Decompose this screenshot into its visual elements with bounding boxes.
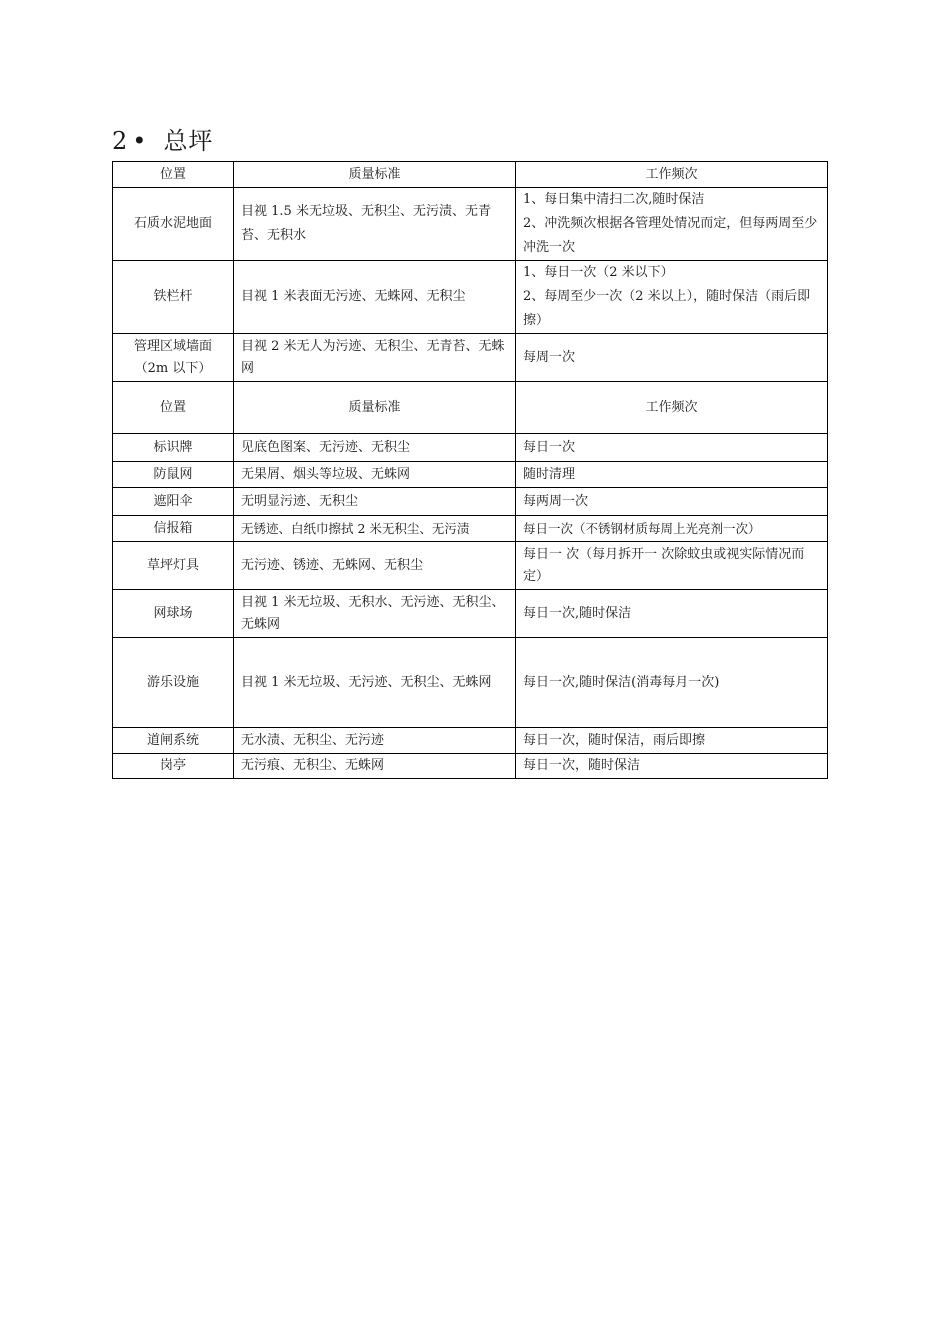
header-standard: 质量标准: [234, 382, 516, 434]
row-standard: 目视 1.5 米无垃圾、无积尘、无污渍、无青苔、无积水: [234, 188, 516, 261]
row-location: 岗亭: [113, 754, 234, 779]
table-row: [113, 434, 828, 462]
header-frequency: 工作频次: [516, 382, 828, 434]
row-frequency: 每日一次,随时保洁(消毒每月一次): [516, 638, 828, 728]
row-frequency: 每日一次,随时保洁: [516, 590, 828, 638]
row-standard: 无果屑、烟头等垃圾、无蛛网: [234, 462, 516, 488]
table-row: [113, 516, 828, 542]
table-row: [113, 334, 828, 382]
row-location: 管理区域墙面（2m 以下）: [113, 334, 234, 382]
row-location: 网球场: [113, 590, 234, 638]
table-row: [113, 542, 828, 590]
row-location: 防鼠网: [113, 462, 234, 488]
row-standard: 目视 1 米无垃圾、无积水、无污迹、无积尘、无蛛网: [234, 590, 516, 638]
row-standard: 无锈迹、白纸巾擦拭 2 米无积尘、无污渍: [234, 516, 516, 542]
table-row: [113, 754, 828, 779]
row-standard: 无污痕、无积尘、无蛛网: [234, 754, 516, 779]
row-frequency: 每日一 次（每月拆开一 次除蚊虫或视实际情况而定）: [516, 542, 828, 590]
row-frequency: 每日一次（不锈钢材质每周上光亮剂一次）: [516, 516, 828, 542]
header-standard: 质量标准: [234, 162, 516, 188]
table-row: [113, 728, 828, 754]
row-standard: 目视 1 米无垃圾、无污迹、无积尘、无蛛网: [234, 638, 516, 728]
section-heading: [112, 124, 213, 158]
row-standard: 无明显污迹、无积尘: [234, 488, 516, 516]
frequency-line: 1、每日集中清扫二次,随时保洁: [523, 192, 705, 207]
row-standard: 目视 2 米无人为污迹、无积尘、无青苔、无蛛网: [234, 334, 516, 382]
row-frequency: 每周一次: [516, 334, 828, 382]
row-frequency: 每日一次，随时保洁，雨后即擦: [516, 728, 828, 754]
section-title: 总坪: [163, 127, 214, 155]
row-standard: 无水渍、无积尘、无污迹: [234, 728, 516, 754]
section-number: 2: [112, 127, 129, 155]
row-frequency: 每日一次，随时保洁: [516, 754, 828, 779]
row-location: 遮阳伞: [113, 488, 234, 516]
row-location: 标识牌: [113, 434, 234, 462]
row-standard: 无污迹、锈迹、无蛛网、无积尘: [234, 542, 516, 590]
row-frequency: 每日一次: [516, 434, 828, 462]
bullet-dot: •: [132, 127, 148, 155]
row-location: 草坪灯具: [113, 542, 234, 590]
table-row: [113, 261, 828, 334]
header-frequency: 工作频次: [516, 162, 828, 188]
row-frequency: [516, 261, 828, 334]
table-row: [113, 590, 828, 638]
row-location: 道闸系统: [113, 728, 234, 754]
table-row: [113, 462, 828, 488]
row-location: 铁栏杆: [113, 261, 234, 334]
row-frequency: [516, 188, 828, 261]
row-location: 石质水泥地面: [113, 188, 234, 261]
row-standard: 见底色图案、无污迹、无积尘: [234, 434, 516, 462]
header-location: 位置: [113, 382, 234, 434]
table-row: [113, 488, 828, 516]
table-row: [113, 188, 828, 261]
row-location: 游乐设施: [113, 638, 234, 728]
header-location: 位置: [113, 162, 234, 188]
row-frequency: 每两周一次: [516, 488, 828, 516]
row-location: 信报箱: [113, 516, 234, 542]
frequency-line: 1、每日一次（2 米以下）: [523, 265, 674, 280]
row-standard: 目视 1 米表面无污迹、无蛛网、无积尘: [234, 261, 516, 334]
frequency-line: 2、冲洗频次根据各管理处情况而定，但每两周至少冲洗一次: [523, 216, 818, 255]
row-frequency: 随时清理: [516, 462, 828, 488]
table-header-row: [113, 162, 828, 188]
table-row: [113, 638, 828, 728]
frequency-line: 2、每周至少一次（2 米以上），随时保洁（雨后即擦）: [523, 289, 811, 328]
cleaning-standard-table: [112, 161, 828, 779]
table-header-row: [113, 382, 828, 434]
